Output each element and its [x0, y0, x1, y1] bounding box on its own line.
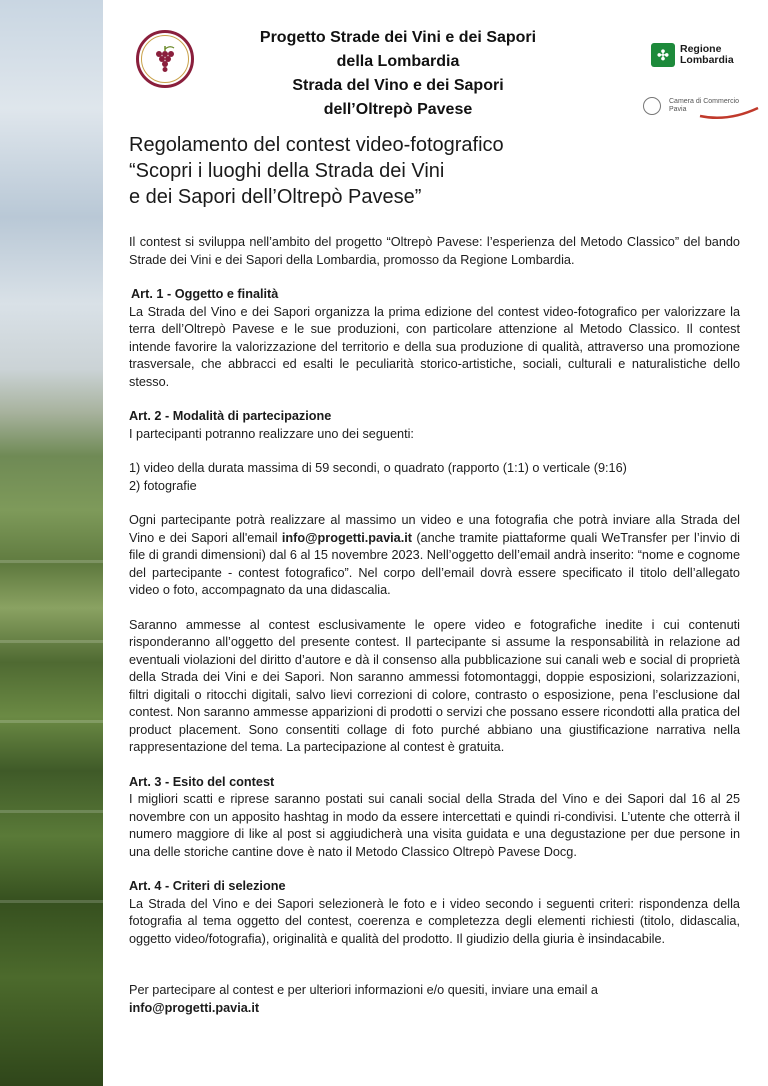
- project-title: Progetto Strade dei Vini e dei Sapori della Lombardia Strada del Vino e dei Sapori dell’Oltrepò Pavese: [259, 29, 537, 118]
- art4-title: Art. 4 - Criteri di selezione: [129, 879, 286, 893]
- camera-commercio-logo: Camera di Commercio Pavia: [643, 92, 763, 120]
- grape-bunch-icon: [152, 44, 178, 74]
- camera-commercio-seal-icon: [643, 97, 661, 115]
- art2-item-video: 1) video della durata massima di 59 secondi, o quadrato (rapporto (1:1) o verticale (9:16): [129, 461, 627, 475]
- contact-email-link[interactable]: info@progetti.pavia.it: [281, 530, 412, 545]
- page-title: Regolamento del contest video-fotografico “Scopri i luoghi della Strada dei Vini e dei Sapori dell’Oltrepò Pavese”: [129, 134, 504, 208]
- art2-lead: I partecipanti potranno realizzare uno dei seguenti:: [129, 426, 414, 441]
- art3-text: I migliori scatti e riprese saranno postati sui canali social della Strada del Vino e dei Sapori dal 16 al 25 novembre con un apposito hashtag in modo da essere intercettati e quindi ri-condivisi. L’utente che otterrà il numero maggiore di like al post si aggiudicherà una visita guidata e una degustazione per due persone in una delle storiche cantine dove è nato il Metodo Classico Oltrepò Pavese Docg.: [129, 792, 740, 859]
- side-vineyard-photo: [0, 0, 103, 1086]
- art2-paragraph-submission: Ogni partecipante potrà realizzare al massimo un video e una fotografia che potrà inviare alla Strada del Vino e dei Sapori all'email info@progetti.pavia.it (anche tramite piattaforme quali WeTransfer per l’invio di file di grandi dimensioni) dal 6 al 15 novembre 2023. Nell’oggetto dell’email andrà inserito: “nome e cognome del partecipante - contest fotografico”. Nel corpo dell’email dovrà essere specificato il titolo dell’allegato video o foto, accompagnato da una didascalia.: [129, 513, 740, 597]
- strada-vino-logo: [136, 30, 194, 88]
- document-body: [129, 132, 740, 1017]
- art2-paragraph-rules: Saranno ammesse al contest esclusivamente le opere video e fotografiche inedite i cui contenuti risponderanno all’oggetto del presente contest. Il partecipante si assume la responsabilità in relazione ad eventuali violazioni del diritto d’autore e dà il consenso alla pubblicazione sui canali web e social di proprietà della Strada dei Vini e dei Sapori. Non saranno ammessi fotomontaggi, doppie esposizioni, solarizzazioni, filtri digitali o ritocchi digitali, salvo lievi correzioni di colore, contrasto o esposizione, pena l’esclusione dal contest. Non saranno ammesse apparizioni di prodotti o servizi che possano essere ricondotti alla pratica del product placement. Sono consentiti collage di foto purché abbiano una giustificazione narrativa nella rappresentazione del tema. La partecipazione al contest è gratuita.: [129, 617, 740, 754]
- art1-title: Art. 1 - Oggetto e finalità: [131, 287, 279, 301]
- regione-lombardia-mark-icon: ✣: [651, 43, 675, 67]
- closing-email-link[interactable]: info@progetti.pavia.it: [129, 1000, 260, 1015]
- art1-text: La Strada del Vino e dei Sapori organizza la prima edizione del contest video-fotografico per valorizzare la terra dell’Oltrepò Pavese e le sue produzioni, con particolare attenzione al Metodo Classico. Il contest intende favorire la valorizzazione del territorio e della sua produzione di qualità, attraverso una promozione trasversale, che abbracci ed esalti le peculiarità storico-artistiche, sociali, culturali e naturalistiche dello stesso.: [129, 304, 740, 389]
- page-header: [103, 0, 768, 122]
- swoosh-icon: [698, 106, 760, 120]
- art2-item-photo: 2) fotografie: [129, 478, 197, 493]
- closing-paragraph: Per partecipare al contest e per ulteriori informazioni e/o quesiti, inviare una email a info@progetti.pavia.it: [129, 983, 598, 1015]
- intro-paragraph: Il contest si sviluppa nell’ambito del progetto “Oltrepò Pavese: l’esperienza del Metodo Classico” del bando Strade dei Vini e dei Sapori della Lombardia, promosso da Regione Lombardia.: [129, 235, 740, 267]
- art2-title: Art. 2 - Modalità di partecipazione: [129, 409, 332, 423]
- art4-text: La Strada del Vino e dei Sapori selezionerà le foto e i video secondo i seguenti criteri: rispondenza della fotografia al tema oggetto del contest, coerenza e completezza degli elementi richiesti (titolo, didascalia, oggetto video/fotografia), originalità e qualità del prodotto. Il giudizio della giuria è insindacabile.: [129, 896, 740, 946]
- regione-lombardia-logo: ✣ Regione Lombardia: [651, 42, 761, 68]
- art3-title: Art. 3 - Esito del contest: [129, 774, 275, 789]
